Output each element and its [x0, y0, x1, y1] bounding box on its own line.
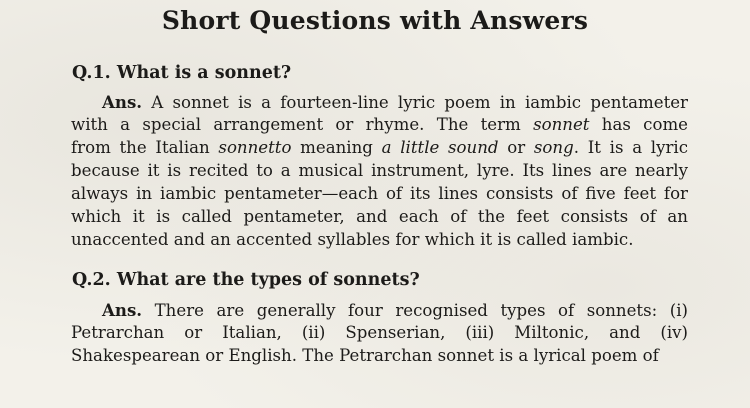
answer-1-line-5: always in iambic pentameter—each of its lines consists of five feet for [71, 184, 688, 203]
italic-term: song [533, 138, 574, 157]
answer-label: Ans. [102, 92, 143, 112]
answer-label: Ans. [102, 300, 143, 320]
italic-term: sonnetto [218, 138, 292, 157]
answer-1-line-3: from the Italian sonnetto meaning a little sound or song. It is a lyric [71, 138, 689, 157]
question-1-heading: Q.1. What is a sonnet? [72, 63, 292, 83]
answer-1-line-1: Ans. A sonnet is a fourteen-line lyric poem in iambic pentameter [102, 92, 688, 112]
page-title: Short Questions with Answers [161, 6, 589, 35]
answer-1-line-6: which it is called pentameter, and each of the feet consists of an [71, 207, 688, 226]
answer-1-line-2: with a special arrangement or rhyme. The term sonnet has come [71, 115, 689, 134]
answer-2-line-3: Shakespearean or English. The Petrarchan sonnet is a lyrical poem of [71, 346, 659, 365]
italic-term: a little sound [381, 138, 499, 157]
answer-2-line-2: Petrarchan or Italian, (ii) Spenserian, (iii) Miltonic, and (iv) [71, 323, 688, 342]
italic-term: sonnet [533, 115, 590, 134]
question-2-heading: Q.2. What are the types of sonnets? [72, 270, 420, 290]
answer-1-line-7: unaccented and an accented syllables for which it is called iambic. [71, 230, 634, 249]
answer-1-line-4: because it is recited to a musical instrument, lyre. Its lines are nearly [71, 161, 688, 180]
answer-2-line-1: Ans. There are generally four recognised types of sonnets: (i) [102, 300, 688, 320]
